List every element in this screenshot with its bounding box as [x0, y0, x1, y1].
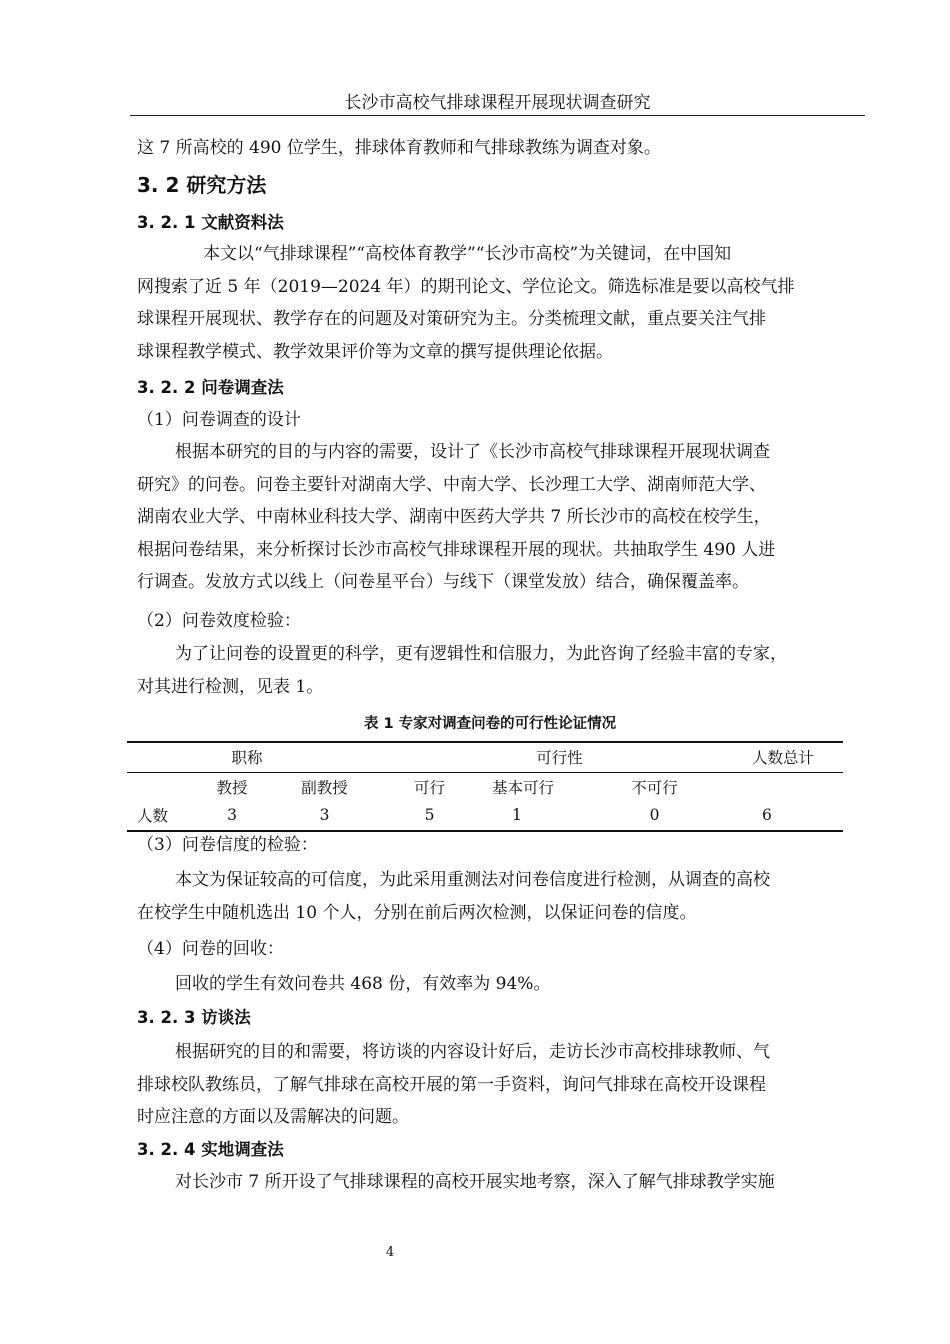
- sub-heading-reliability: （3）问卷信度的检验：: [137, 835, 318, 855]
- paragraph-line: 湖南农业大学、中南林业科技大学、湖南中医药大学共 7 所长沙市的高校在校学生，: [137, 507, 771, 527]
- sub-heading-validity: （2）问卷效度检验：: [137, 611, 301, 631]
- header-total: 人数总计: [752, 742, 843, 772]
- sub-heading-design: （1）问卷调查的设计: [137, 410, 301, 430]
- paragraph-line: 时应注意的方面以及需解决的问题。: [137, 1107, 409, 1127]
- paragraph-line: 在校学生中随机选出 10 个人，分别在前后两次检测，以保证问卷的信度。: [137, 902, 697, 923]
- page-number: 4: [385, 1245, 395, 1260]
- design-paragraph: [137, 436, 849, 599]
- paragraph-line: 根据研究的目的和需要，将访谈的内容设计好后，走访长沙市高校排球教师、气: [175, 1042, 770, 1062]
- table-cell: 0: [557, 801, 752, 831]
- table-caption: 表 1 专家对调查问卷的可行性论证情况: [363, 716, 617, 732]
- intro-paragraph: [137, 132, 849, 165]
- subheader-feasible: 可行: [413, 778, 445, 797]
- paragraph-line: 对长沙市 7 所开设了气排球课程的高校开展实地考察，深入了解气排球教学实施: [175, 1172, 775, 1192]
- paragraph-line: 球课程教学模式、教学效果评价等为文章的撰写提供理论依据。: [137, 341, 613, 362]
- literature-paragraph: [137, 238, 849, 368]
- table-cell: 1: [492, 801, 557, 831]
- paragraph-line: 本文以“气排球课程”“高校体育教学”“长沙市高校”为关键词，在中国知: [203, 244, 732, 264]
- header-title-rank: 职称: [127, 742, 367, 772]
- subheader-basically-feasible: 基本可行: [492, 778, 555, 797]
- paragraph-line: 本文为保证较高的可信度，为此采用重测法对问卷信度进行检测，从调查的高校: [175, 870, 770, 890]
- expert-table: [127, 741, 843, 832]
- paragraph-line: 根据本研究的目的与内容的需要，设计了《长沙市高校气排球课程开展现状调查: [175, 442, 770, 462]
- paragraph-line: 排球校队教练员，了解气排球在高校开展的第一手资料，询问气排球在高校开设课程: [137, 1074, 766, 1095]
- table-header-row: [127, 742, 843, 772]
- paragraph-line: 回收的学生有效问卷共 468 份，有效率为 94%。: [175, 974, 551, 994]
- running-header: 长沙市高校气排球课程开展现状调查研究: [344, 93, 651, 113]
- paragraph-line: 网搜索了近 5 年（2019—2024 年）的期刊论文、学位论文。筛选标准是要以高校气排: [137, 276, 795, 297]
- subsection-heading-interview: 3. 2. 3 访谈法: [137, 1008, 251, 1027]
- validity-paragraph: [137, 638, 849, 703]
- interview-paragraph: [137, 1036, 849, 1134]
- paragraph-line: 研究》的问卷。问卷主要针对湖南大学、中南大学、长沙理工大学、湖南师范大学、: [137, 474, 766, 495]
- paragraph-line: 球课程开展现状、教学存在的问题及对策研究为主。分类梳理文献，重点要关注气排: [137, 309, 766, 329]
- subheader-professor: 教授: [216, 778, 248, 797]
- subsection-heading-questionnaire: 3. 2. 2 问卷调查法: [137, 378, 284, 397]
- table-cell: 5: [367, 801, 492, 831]
- table-row: [127, 801, 843, 831]
- reliability-paragraph: [137, 864, 849, 929]
- recovery-paragraph: [137, 968, 849, 1001]
- subheader-associate-professor: 副教授: [301, 778, 348, 797]
- paragraph-line: 这 7 所高校的 490 位学生，排球体育教师和气排球教练为调查对象。: [137, 138, 661, 158]
- section-heading: 3. 2 研究方法: [137, 173, 267, 197]
- paragraph-line: 根据问卷结果，来分析探讨长沙市高校气排球课程开展的现状。共抽取学生 490 人进: [137, 539, 776, 560]
- paragraph-line: 行调查。发放方式以线上（问卷星平台）与线下（课堂发放）结合，确保覆盖率。: [137, 572, 749, 592]
- table-subheader-row: [127, 772, 843, 801]
- header-rule: [130, 115, 865, 116]
- row-label: 人数: [127, 801, 182, 831]
- header-feasibility: 可行性: [367, 742, 752, 772]
- subsection-heading-literature: 3. 2. 1 文献资料法: [137, 213, 284, 232]
- fieldwork-paragraph: [137, 1166, 849, 1199]
- table-cell: 3: [282, 801, 367, 831]
- table-cell: 3: [182, 801, 282, 831]
- subsection-heading-fieldwork: 3. 2. 4 实地调查法: [137, 1140, 284, 1159]
- paragraph-line: 对其进行检测，见表 1。: [137, 676, 324, 697]
- table-cell: 6: [752, 801, 843, 831]
- sub-heading-recovery: （4）问卷的回收：: [137, 939, 284, 959]
- subheader-not-feasible: 不可行: [631, 778, 678, 797]
- paragraph-line: 为了让问卷的设置更的科学，更有逻辑性和信服力，为此咨询了经验丰富的专家，: [175, 644, 787, 664]
